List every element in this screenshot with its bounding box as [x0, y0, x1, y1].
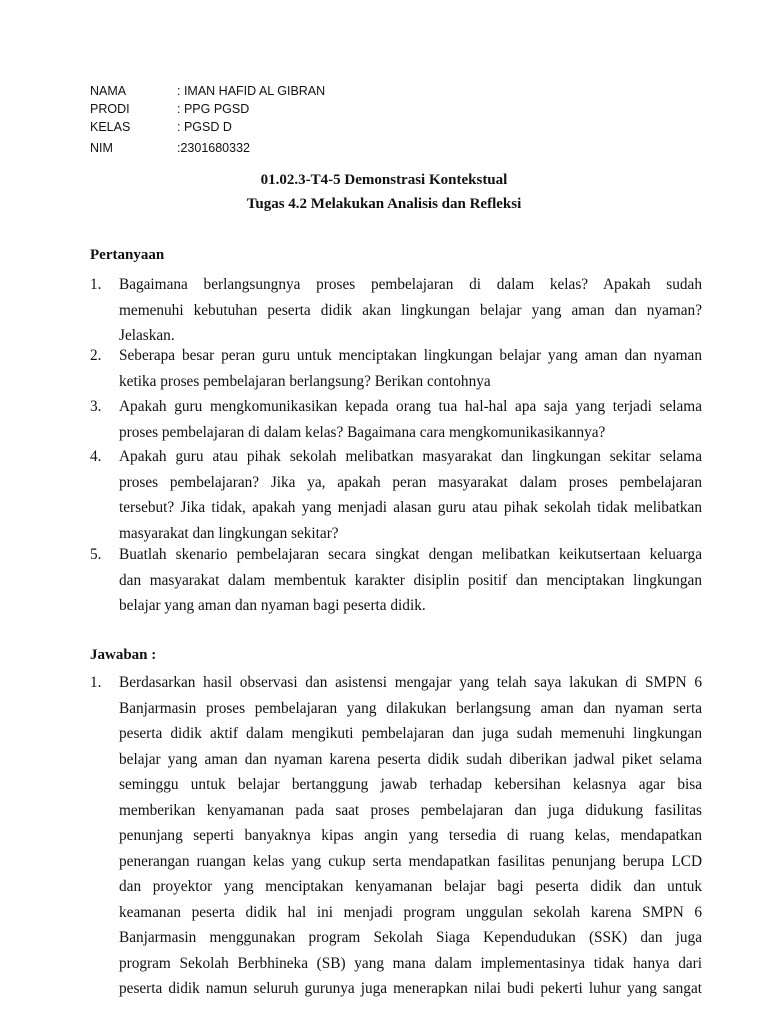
text-line: Berdasarkan hasil observasi dan asistensi mengajar yang telah saya lakukan di SMPN 6	[119, 674, 702, 691]
questions-heading: Pertanyaan	[90, 247, 165, 263]
nim-label: NIM	[90, 141, 113, 155]
document-subtitle: Tugas 4.2 Melakukan Analisis dan Refleksi	[246, 196, 522, 212]
text-line: belajar yang aman dan nyaman bagi peserta didik.	[119, 597, 426, 614]
text-line: tersebut? Jika tidak, apakah yang menjadi alasan guru atau pihak sekolah tidak melibatkan	[119, 499, 702, 516]
text-line: penunjang seperti banyaknya kipas angin yang tersedia di ruang kelas, mendapatkan	[119, 827, 702, 844]
text-line: masyarakat dan lingkungan sekitar?	[119, 524, 339, 542]
text-line: memenuhi kebutuhan peserta didik akan lingkungan belajar yang aman dan nyaman?	[119, 301, 702, 319]
answers-heading: Jawaban :	[90, 647, 157, 663]
text-line: Banjarmasin menggunakan program Sekolah Siaga Kependudukan (SSK) dan juga	[119, 929, 702, 946]
kelas-label: KELAS	[90, 120, 131, 134]
text-line: memberikan kenyamanan pada saat proses pembelajaran dan juga didukung fasilitas	[119, 801, 702, 819]
text-line: Bagaimana berlangsungnya proses pembelajaran di dalam kelas? Apakah sudah	[119, 276, 702, 293]
text-line: program Sekolah Berbhineka (SB) yang mana dalam implementasinya tidak hanya dari	[119, 954, 702, 972]
text-line: belajar yang aman dan nyaman karena peserta didik sudah diberikan jadwal piket selama	[119, 750, 702, 768]
text-line: Jelaskan.	[119, 327, 175, 344]
item-number: 3.	[90, 398, 102, 415]
nim-value: :2301680332	[177, 141, 250, 155]
text-line: Seberapa besar peran guru untuk menciptakan lingkungan belajar yang aman dan nyaman	[119, 347, 702, 364]
text-line: proses pembelajaran di dalam kelas? Bagaimana cara mengkomunikasikannya?	[119, 423, 606, 441]
document-title: 01.02.3-T4-5 Demonstrasi Kontekstual	[260, 172, 508, 188]
text-line: penerangan ruangan kelas yang cukup serta mendapatkan fasilitas penunjang berupa LCD	[119, 852, 702, 870]
text-line: ketika proses pembelajaran berlangsung? Berikan contohnya	[119, 372, 491, 390]
item-number: 2.	[90, 347, 102, 364]
text-line: Buatlah skenario pembelajaran secara singkat dengan melibatkan keikutsertaan keluarga	[119, 546, 702, 563]
prodi-value: : PPG PGSD	[177, 102, 250, 116]
text-line: Apakah guru mengkomunikasikan kepada orang tua hal-hal apa saja yang terjadi selama	[119, 398, 702, 415]
item-number: 4.	[90, 448, 102, 465]
name-label: NAMA	[90, 84, 127, 98]
text-line: peserta didik aktif dalam mengikuti pembelajaran dan juga sudah memenuhi lingkungan	[119, 725, 702, 742]
kelas-value: : PGSD D	[177, 120, 232, 134]
item-number: 1.	[90, 276, 102, 293]
prodi-label: PRODI	[90, 102, 130, 116]
text-line: peserta didik namun seluruh gurunya juga menerapkan nilai budi pekerti luhur yang sangat	[119, 980, 702, 997]
text-line: seminggu untuk belajar bertanggung jawab terhadap kebersihan kelasnya agar bisa	[119, 776, 702, 793]
text-line: dan masyarakat dalam membentuk karakter disiplin positif dan menciptakan lingkungan	[119, 571, 702, 589]
item-number: 5.	[90, 546, 102, 563]
text-line: proses pembelajaran? Jika ya, apakah peran masyarakat dalam proses pembelajaran	[119, 473, 702, 491]
text-line: Apakah guru atau pihak sekolah melibatkan masyarakat dan lingkungan sekitar selama	[119, 448, 702, 465]
name-value: : IMAN HAFID AL GIBRAN	[177, 84, 326, 98]
text-line: Banjarmasin proses pembelajaran yang dilakukan berlangsung aman dan nyaman serta	[119, 699, 702, 717]
text-line: keamanan peserta didik hal ini menjadi program unggulan sekolah karena SMPN 6	[119, 903, 702, 921]
item-number: 1.	[90, 674, 102, 691]
text-line: dan proyektor yang menciptakan kenyamanan belajar bagi peserta didik dan untuk	[119, 878, 702, 895]
